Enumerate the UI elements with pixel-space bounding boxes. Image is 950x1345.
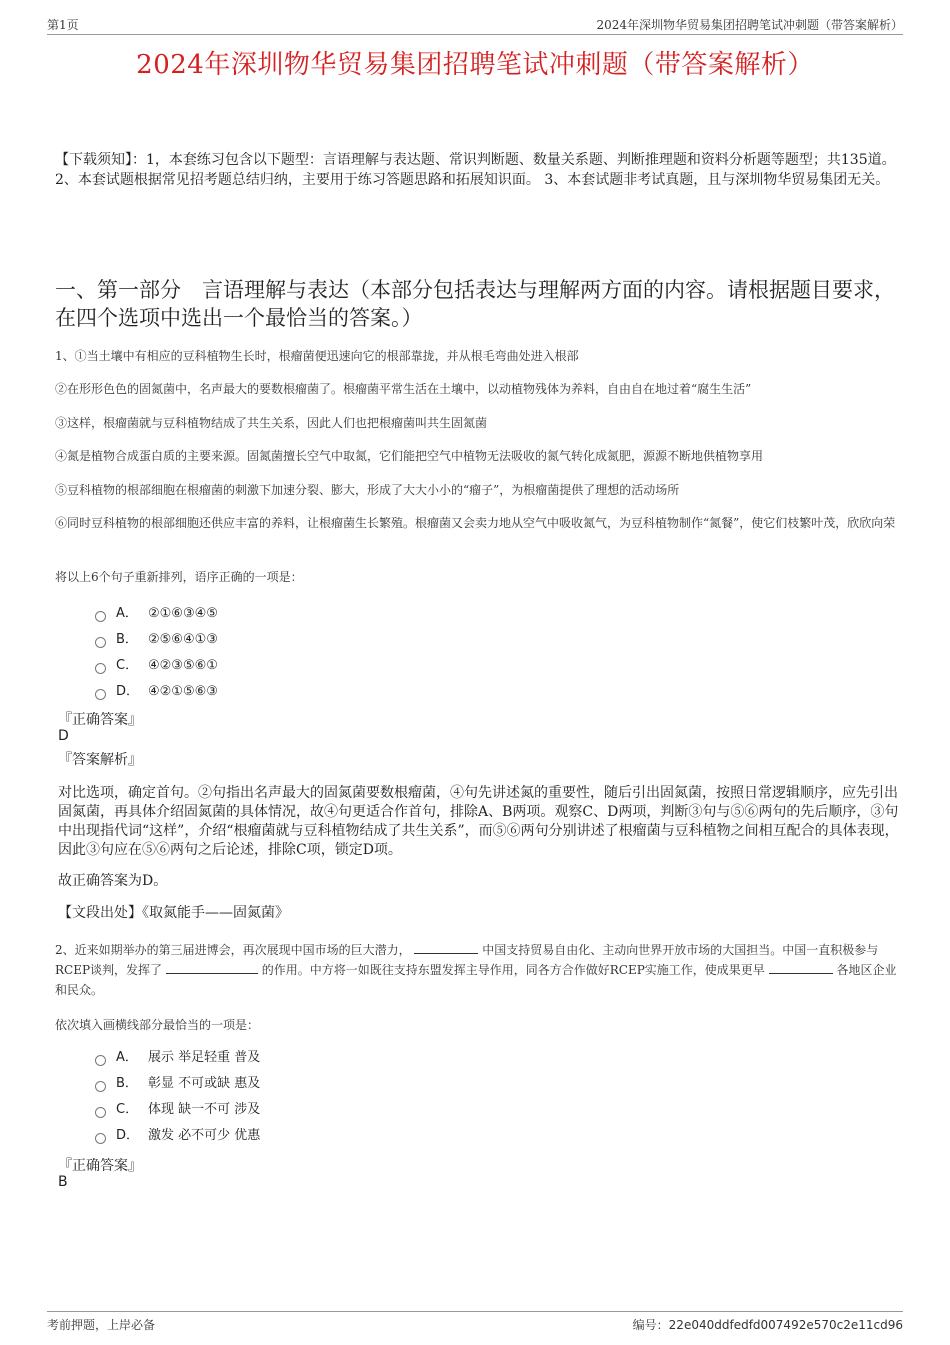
q1-option-c[interactable]: C． ④②③⑤⑥① <box>95 653 218 679</box>
q1-option-a[interactable]: A． ②①⑥③④⑤ <box>95 601 218 627</box>
q1-prompt: 将以上6个句子重新排列，语序正确的一项是： <box>55 570 303 584</box>
document-title: 2024年深圳物华贸易集团招聘笔试冲刺题（带答案解析） <box>136 50 814 80</box>
section-title: 一、第一部分 言语理解与表达（本部分包括表达与理解两方面的内容。请根据题目要求，在四个选项中选出一个最恰当的答案。） <box>55 278 895 330</box>
q2-option-c[interactable]: C． 体现 缺一不可 涉及 <box>95 1097 260 1123</box>
q1-source: 【文段出处】《取氮能手——固氮菌》 <box>58 905 289 921</box>
q1-sentence-1: 1、①当土壤中有相应的豆科植物生长时，根瘤菌便迅速向它的根部靠拢，并从根毛弯曲处进入根部 <box>55 349 579 363</box>
radio-icon[interactable] <box>95 611 106 622</box>
q1-answer: D <box>58 728 69 744</box>
download-notice: 【下载须知】：1，本套练习包含以下题型：言语理解与表达题、常识判断题、数量关系题、判断推理题和资料分析题等题型；共135道。 2、本套试题根据常见招考题总结归纳，主要用于练习答题思路和拓展知识面。 3、本套试题非考试真题，且与深圳物华贸易集团无关。 <box>55 152 896 188</box>
page-header <box>47 14 903 35</box>
radio-icon[interactable] <box>95 1133 106 1144</box>
blank-1 <box>414 941 478 954</box>
page-number: 第1页 <box>47 18 79 32</box>
blank-2 <box>166 961 258 974</box>
q2-options <box>95 1045 260 1149</box>
q2-option-b[interactable]: B． 彰显 不可或缺 惠及 <box>95 1071 260 1097</box>
radio-icon[interactable] <box>95 689 106 700</box>
q2-stem: 2、近来如期举办的第三届进博会，再次展现中国市场的巨大潜力， 中国支持贸易自由化、主动向世界开放市场的大国担当。中国一直积极参与RCEP谈判，发挥了 的作用。中方将一如既往支持东盟发挥主导作用，同各方合作做好RCEP实施工作，使成果更早 各地区企业和民众。 <box>55 943 897 997</box>
q1-analysis: 对比选项，确定首句。②句指出名声最大的固氮菌要数根瘤菌，④句先讲述氮的重要性，随后引出固氮菌，按照日常逻辑顺序，应先引出固氮菌，再具体介绍固氮菌的具体情况，故④句更适合作首句，排除A、B两项。观察C、D两项，判断③句与⑤⑥两句的先后顺序，③句中出现指代词“这样”，介绍“根瘤菌就与豆科植物结成了共生关系”，而⑤⑥两句分别讲述了根瘤菌与豆科植物之间相互配合的具体表现，因此③句应在⑤⑥两句之后论述，排除C项，锁定D项。 <box>58 785 899 858</box>
q2-prompt: 依次填入画横线部分最恰当的一项是： <box>55 1018 260 1032</box>
q1-sentence-2: ②在形形色色的固氮菌中，名声最大的要数根瘤菌了。根瘤菌平常生活在土壤中，以动植物残体为养料，自由自在地过着“腐生生活” <box>55 382 752 396</box>
q1-sentence-6: ⑥同时豆科植物的根部细胞还供应丰富的养料，让根瘤菌生长繁殖。根瘤菌又会卖力地从空气中吸收氮气，为豆科植物制作“氮餐”，使它们枝繁叶茂，欣欣向荣 <box>55 516 896 530</box>
header-doc-title: 2024年深圳物华贸易集团招聘笔试冲刺题（带答案解析） <box>596 18 903 32</box>
document-code: 编号：22e040ddfedfd007492e570c2e11cd96 <box>632 1318 903 1332</box>
q1-options <box>95 601 218 705</box>
q1-option-d[interactable]: D． ④②①⑤⑥③ <box>95 679 218 705</box>
q1-sentence-4: ④氮是植物合成蛋白质的主要来源。固氮菌擅长空气中取氮，它们能把空气中植物无法吸收的氮气转化成氮肥，源源不断地供植物享用 <box>55 449 764 463</box>
footer-slogan: 考前押题，上岸必备 <box>47 1318 156 1332</box>
radio-icon[interactable] <box>95 1055 106 1066</box>
q1-conclusion: 故正确答案为D。 <box>58 873 168 889</box>
blank-3 <box>769 961 833 974</box>
q1-sentence-5: ⑤豆科植物的根部细胞在根瘤菌的刺激下加速分裂、膨大，形成了大大小小的“瘤子”，为根瘤菌提供了理想的活动场所 <box>55 483 680 497</box>
q2-answer: B <box>58 1174 68 1190</box>
q2-option-d[interactable]: D． 激发 必不可少 优惠 <box>95 1123 260 1149</box>
page-footer <box>47 1311 903 1334</box>
radio-icon[interactable] <box>95 1107 106 1118</box>
q2-option-a[interactable]: A． 展示 举足轻重 普及 <box>95 1045 260 1071</box>
q1-option-b[interactable]: B． ②⑤⑥④①③ <box>95 627 218 653</box>
q2-answer-label: 『正确答案』 <box>58 1158 142 1174</box>
radio-icon[interactable] <box>95 1081 106 1092</box>
radio-icon[interactable] <box>95 663 106 674</box>
radio-icon[interactable] <box>95 637 106 648</box>
q1-analysis-label: 『答案解析』 <box>58 752 142 768</box>
q1-answer-label: 『正确答案』 <box>58 712 142 728</box>
q1-sentence-3: ③这样，根瘤菌就与豆科植物结成了共生关系，因此人们也把根瘤菌叫共生固氮菌 <box>55 416 488 430</box>
